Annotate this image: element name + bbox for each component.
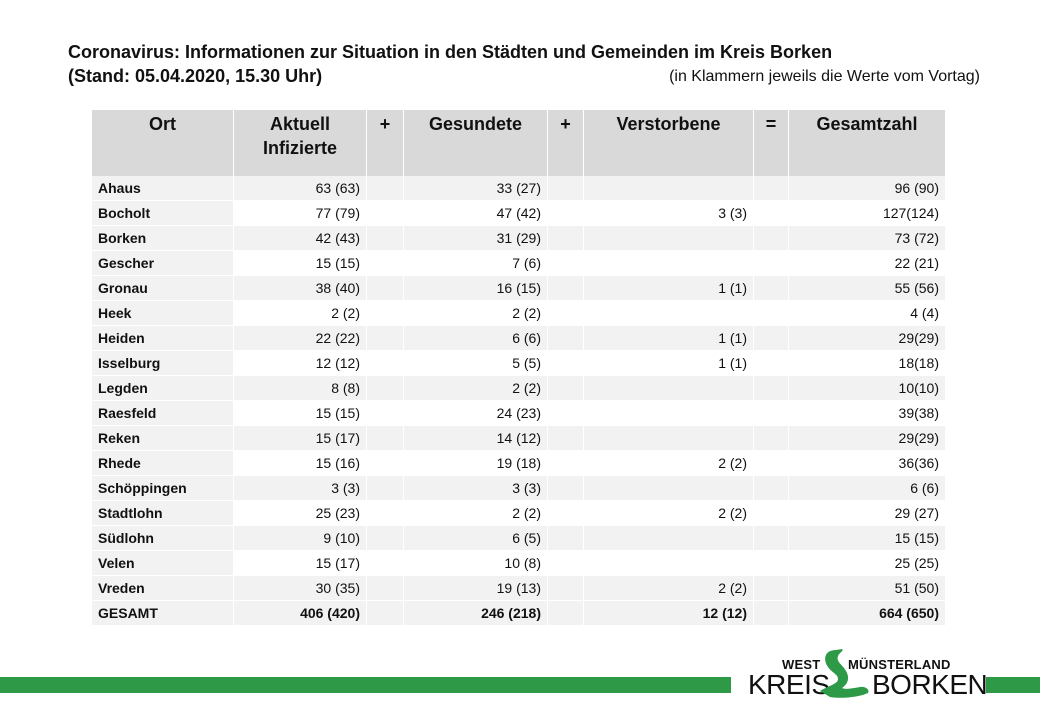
cell-spacer-equals [754,376,789,401]
cell-spacer-plus-1 [367,576,404,601]
cell-gesamt: 73 (72) [789,226,946,251]
cell-ort: GESAMT [92,601,234,626]
table-row [92,501,946,526]
green-band-right [986,677,1040,693]
cell-spacer-plus-1 [367,201,404,226]
cell-verstorbene: 1 (1) [584,351,754,376]
cell-verstorbene [584,401,754,426]
cell-spacer-plus-2 [548,301,584,326]
cell-aktuell: 15 (16) [234,451,367,476]
stand-date: (Stand: 05.04.2020, 15.30 Uhr) [68,66,323,86]
cell-gesamt: 96 (90) [789,176,946,201]
cell-verstorbene: 2 (2) [584,451,754,476]
cell-aktuell: 15 (15) [234,251,367,276]
cell-aktuell: 15 (17) [234,551,367,576]
cell-gesundete: 31 (29) [404,226,548,251]
cell-gesundete: 7 (6) [404,251,548,276]
cell-spacer-plus-2 [548,501,584,526]
cell-aktuell: 2 (2) [234,301,367,326]
cell-spacer-plus-2 [548,551,584,576]
cell-gesundete: 246 (218) [404,601,548,626]
cell-verstorbene: 12 (12) [584,601,754,626]
table-row [92,426,946,451]
table-row [92,351,946,376]
cell-gesundete: 3 (3) [404,476,548,501]
cell-verstorbene: 3 (3) [584,201,754,226]
cell-gesundete: 19 (18) [404,451,548,476]
table-row [92,576,946,601]
cell-verstorbene [584,226,754,251]
cell-aktuell: 406 (420) [234,601,367,626]
cell-ort: Vreden [92,576,234,601]
logo-kreis: KREIS [748,669,830,700]
cell-verstorbene [584,476,754,501]
cell-ort: Heiden [92,326,234,351]
cell-gesundete: 2 (2) [404,501,548,526]
cell-spacer-plus-1 [367,326,404,351]
cell-gesundete: 24 (23) [404,401,548,426]
cell-spacer-plus-2 [548,476,584,501]
cell-spacer-equals [754,526,789,551]
cell-aktuell: 42 (43) [234,226,367,251]
cell-gesundete: 47 (42) [404,201,548,226]
cell-gesamt: 15 (15) [789,526,946,551]
cell-verstorbene: 2 (2) [584,501,754,526]
cell-gesundete: 6 (5) [404,526,548,551]
cell-spacer-plus-2 [548,601,584,626]
cell-gesamt: 29(29) [789,426,946,451]
cell-gesamt: 55 (56) [789,276,946,301]
logo-muensterland: MÜNSTERLAND [848,657,951,672]
cell-spacer-equals [754,401,789,426]
cell-aktuell: 38 (40) [234,276,367,301]
cell-spacer-plus-2 [548,351,584,376]
cell-spacer-plus-2 [548,451,584,476]
cell-spacer-plus-1 [367,526,404,551]
cell-gesamt: 22 (21) [789,251,946,276]
cell-verstorbene [584,176,754,201]
cell-verstorbene: 1 (1) [584,326,754,351]
table-row [92,376,946,401]
cell-gesamt: 36(36) [789,451,946,476]
cell-gesamt: 18(18) [789,351,946,376]
cell-gesamt: 10(10) [789,376,946,401]
cell-spacer-equals [754,476,789,501]
col-header-plus-2: + [548,110,584,176]
cell-spacer-plus-1 [367,176,404,201]
cell-spacer-plus-1 [367,401,404,426]
cell-spacer-equals [754,501,789,526]
cell-spacer-plus-1 [367,251,404,276]
corona-table [92,110,946,626]
col-header-verstorbene: Verstorbene [584,110,754,176]
cell-gesundete: 2 (2) [404,376,548,401]
cell-ort: Gescher [92,251,234,276]
cell-verstorbene: 2 (2) [584,576,754,601]
cell-spacer-equals [754,351,789,376]
col-header-ort: Ort [92,110,234,176]
table-row [92,476,946,501]
cell-spacer-equals [754,301,789,326]
cell-verstorbene [584,526,754,551]
bracket-note: (in Klammern jeweils die Werte vom Vortag) [669,68,980,85]
cell-spacer-plus-2 [548,576,584,601]
cell-gesamt: 664 (650) [789,601,946,626]
cell-ort: Stadtlohn [92,501,234,526]
table-header-row [92,110,946,176]
cell-spacer-plus-1 [367,601,404,626]
cell-ort: Schöppingen [92,476,234,501]
cell-aktuell: 22 (22) [234,326,367,351]
table-body [92,176,946,626]
cell-ort: Gronau [92,276,234,301]
cell-gesundete: 10 (8) [404,551,548,576]
cell-aktuell: 30 (35) [234,576,367,601]
logo-borken: BORKEN [872,669,988,700]
table-row [92,301,946,326]
cell-spacer-equals [754,326,789,351]
cell-verstorbene [584,551,754,576]
cell-spacer-equals [754,251,789,276]
cell-spacer-equals [754,451,789,476]
cell-spacer-plus-2 [548,426,584,451]
cell-ort: Velen [92,551,234,576]
cell-ort: Raesfeld [92,401,234,426]
cell-spacer-equals [754,426,789,451]
cell-verstorbene [584,251,754,276]
cell-gesamt: 6 (6) [789,476,946,501]
cell-gesamt: 29(29) [789,326,946,351]
cell-aktuell: 15 (15) [234,401,367,426]
cell-spacer-plus-2 [548,276,584,301]
cell-spacer-plus-2 [548,376,584,401]
cell-ort: Ahaus [92,176,234,201]
cell-spacer-plus-2 [548,326,584,351]
cell-aktuell: 63 (63) [234,176,367,201]
cell-gesamt: 39(38) [789,401,946,426]
cell-gesundete: 2 (2) [404,301,548,326]
cell-ort: Reken [92,426,234,451]
table-row [92,251,946,276]
cell-spacer-equals [754,601,789,626]
cell-spacer-plus-2 [548,401,584,426]
cell-verstorbene [584,426,754,451]
cell-verstorbene [584,301,754,326]
kreis-borken-logo [748,645,988,700]
cell-gesundete: 14 (12) [404,426,548,451]
cell-spacer-plus-1 [367,426,404,451]
cell-gesamt: 4 (4) [789,301,946,326]
table-row-total [92,601,946,626]
col-header-equals: = [754,110,789,176]
cell-gesamt: 127(124) [789,201,946,226]
logo-green-s-icon [816,647,872,701]
cell-aktuell: 77 (79) [234,201,367,226]
cell-gesundete: 19 (13) [404,576,548,601]
cell-gesamt: 25 (25) [789,551,946,576]
cell-verstorbene: 1 (1) [584,276,754,301]
cell-gesamt: 51 (50) [789,576,946,601]
cell-gesundete: 16 (15) [404,276,548,301]
cell-ort: Bocholt [92,201,234,226]
cell-spacer-plus-1 [367,376,404,401]
cell-ort: Südlohn [92,526,234,551]
cell-aktuell: 25 (23) [234,501,367,526]
col-header-gesundete: Gesundete [404,110,548,176]
col-header-gesamtzahl: Gesamtzahl [789,110,946,176]
cell-aktuell: 8 (8) [234,376,367,401]
cell-gesundete: 6 (6) [404,326,548,351]
cell-spacer-plus-2 [548,251,584,276]
cell-ort: Rhede [92,451,234,476]
col-header-aktuell: Aktuell Infizierte [234,110,367,176]
cell-aktuell: 3 (3) [234,476,367,501]
cell-spacer-plus-2 [548,226,584,251]
table-row [92,326,946,351]
subtitle-line [68,64,980,88]
cell-spacer-plus-1 [367,451,404,476]
cell-gesundete: 33 (27) [404,176,548,201]
cell-spacer-equals [754,226,789,251]
cell-gesamt: 29 (27) [789,501,946,526]
cell-spacer-plus-1 [367,301,404,326]
cell-spacer-equals [754,201,789,226]
cell-spacer-equals [754,276,789,301]
cell-spacer-plus-1 [367,226,404,251]
cell-ort: Isselburg [92,351,234,376]
cell-spacer-plus-2 [548,526,584,551]
cell-ort: Legden [92,376,234,401]
cell-gesundete: 5 (5) [404,351,548,376]
cell-ort: Heek [92,301,234,326]
cell-aktuell: 12 (12) [234,351,367,376]
cell-spacer-plus-1 [367,501,404,526]
cell-spacer-plus-1 [367,551,404,576]
table-row [92,551,946,576]
table-row [92,226,946,251]
cell-aktuell: 9 (10) [234,526,367,551]
cell-spacer-plus-2 [548,176,584,201]
cell-spacer-equals [754,176,789,201]
table-row [92,451,946,476]
table-row [92,176,946,201]
cell-aktuell: 15 (17) [234,426,367,451]
table-row [92,201,946,226]
cell-spacer-plus-1 [367,276,404,301]
cell-spacer-plus-2 [548,201,584,226]
cell-ort: Borken [92,226,234,251]
green-band-left [0,677,731,693]
cell-spacer-equals [754,551,789,576]
table-row [92,401,946,426]
logo-west: WEST [782,657,821,672]
cell-spacer-plus-1 [367,351,404,376]
cell-spacer-plus-1 [367,476,404,501]
cell-spacer-equals [754,576,789,601]
page-title: Coronavirus: Informationen zur Situation in den Städten und Gemeinden im Kreis Borken [68,42,833,62]
table-row [92,526,946,551]
cell-verstorbene [584,376,754,401]
col-header-plus-1: + [367,110,404,176]
table-row [92,276,946,301]
